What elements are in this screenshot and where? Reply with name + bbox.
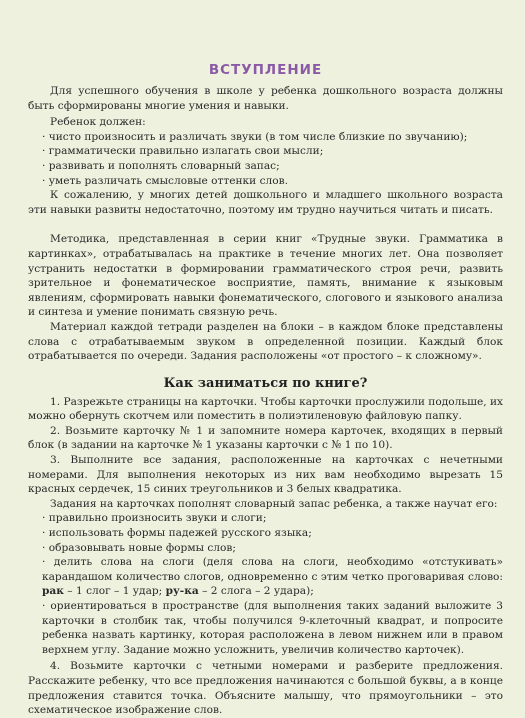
list-item: · образовывать новые формы слов; — [42, 541, 236, 554]
list-item: · правильно произносить звуки и слоги; — [42, 512, 267, 525]
step-3: 3. Выполните все задания, расположенные на карточках с нечетными номерами. Для выполнения некоторых из них вам необходимо вырезать 15 красных сердечек, 15 синих треугольников и 3 белых квадратика. — [28, 454, 503, 496]
example-word-rak: рак — [42, 585, 64, 598]
list-item: · уметь различать смысловые оттенки слов. — [42, 174, 288, 187]
example-word-ruka: ру-ка — [165, 585, 199, 598]
syllables-text-1: · делить слова на слоги (деля слова на слоги, необходимо «отстукивать» карандашом количество слогов, одновременно с этим четко проговаривая слово: — [42, 556, 503, 583]
list-item: · грамматически правильно излагать свои мысли; — [42, 145, 324, 158]
list-item: · чисто произносить и различать звуки (в том числе близкие по звучанию); — [42, 130, 468, 143]
tasks-intro: Задания на карточках пополнят словарный запас ребенка, а также научат его: — [50, 497, 498, 510]
syllables-text-3: – 2 слога – 2 удара); — [198, 585, 314, 598]
list-item: · ориентироваться в пространстве (для выполнения таких заданий выложите 3 карточки в столбик так, чтобы получился 9-клеточный квадрат, и попросите ребенка назвать картинку, которая расположена в левом нижнем или в правом верхнем углу. Задание можно усложнить, увеличив количество карточек). — [42, 600, 503, 656]
regret-paragraph: К сожалению, у многих детей дошкольного и младшего школьного возраста эти навыки развиты недостаточно, поэтому им трудно научиться читать и писать. — [28, 189, 503, 216]
step-1: 1. Разрежьте страницы на карточки. Чтобы карточки прослужили подольше, их можно обернуть скотчем или поместить в полиэтиленовую файловую папку. — [28, 395, 503, 423]
list-item-syllables — [28, 555, 503, 599]
material-paragraph: Материал каждой тетради разделен на блоки – в каждом блоке представлены слова с отрабатываемым звуком в определенной позиции. Каждый блок отрабатывается по очереди. Задания расположены «от простого – к сложному». — [28, 320, 503, 363]
list-item: · развивать и пополнять словарный запас; — [42, 159, 280, 172]
syllables-text-2: – 1 слог – 1 удар; — [63, 585, 166, 598]
intro-paragraph: Для успешного обучения в школе у ребенка дошкольного возраста должны быть сформированы многие умения и навыки. — [28, 85, 503, 112]
method-paragraph: Методика, представленная в серии книг «Трудные звуки. Грамматика в картинках», отрабатывалась на практике в течение многих лет. Она позволяет устранить недостатки в формировании грамматического строя речи, развить зрительное и фонематическое восприятие, память, внимание к языковым явлениям, сформировать навыки фонематического, слогового и языкового анализа и синтеза и умение понимать связную речь. — [28, 233, 503, 319]
intro-title: ВСТУПЛЕНИЕ — [208, 62, 323, 78]
child-must-label: Ребенок должен: — [50, 116, 146, 129]
list-item: · использовать формы падежей русского языка; — [42, 527, 312, 540]
step-2: 2. Возьмите карточку № 1 и запомните номера карточек, входящих в первый блок (в задании на карточке № 1 указаны карточки с № 1 по 10). — [28, 424, 503, 452]
howto-title: Как заниматься по книге? — [163, 375, 368, 391]
step-4: 4. Возьмите карточки с четными номерами и разберите предложения. Расскажите ребенку, что все предложения начинаются с большой буквы, а в конце предложения ставится точка. Объясните малышу, что прямоугольники – это схематическое изображение слов. — [28, 660, 503, 717]
